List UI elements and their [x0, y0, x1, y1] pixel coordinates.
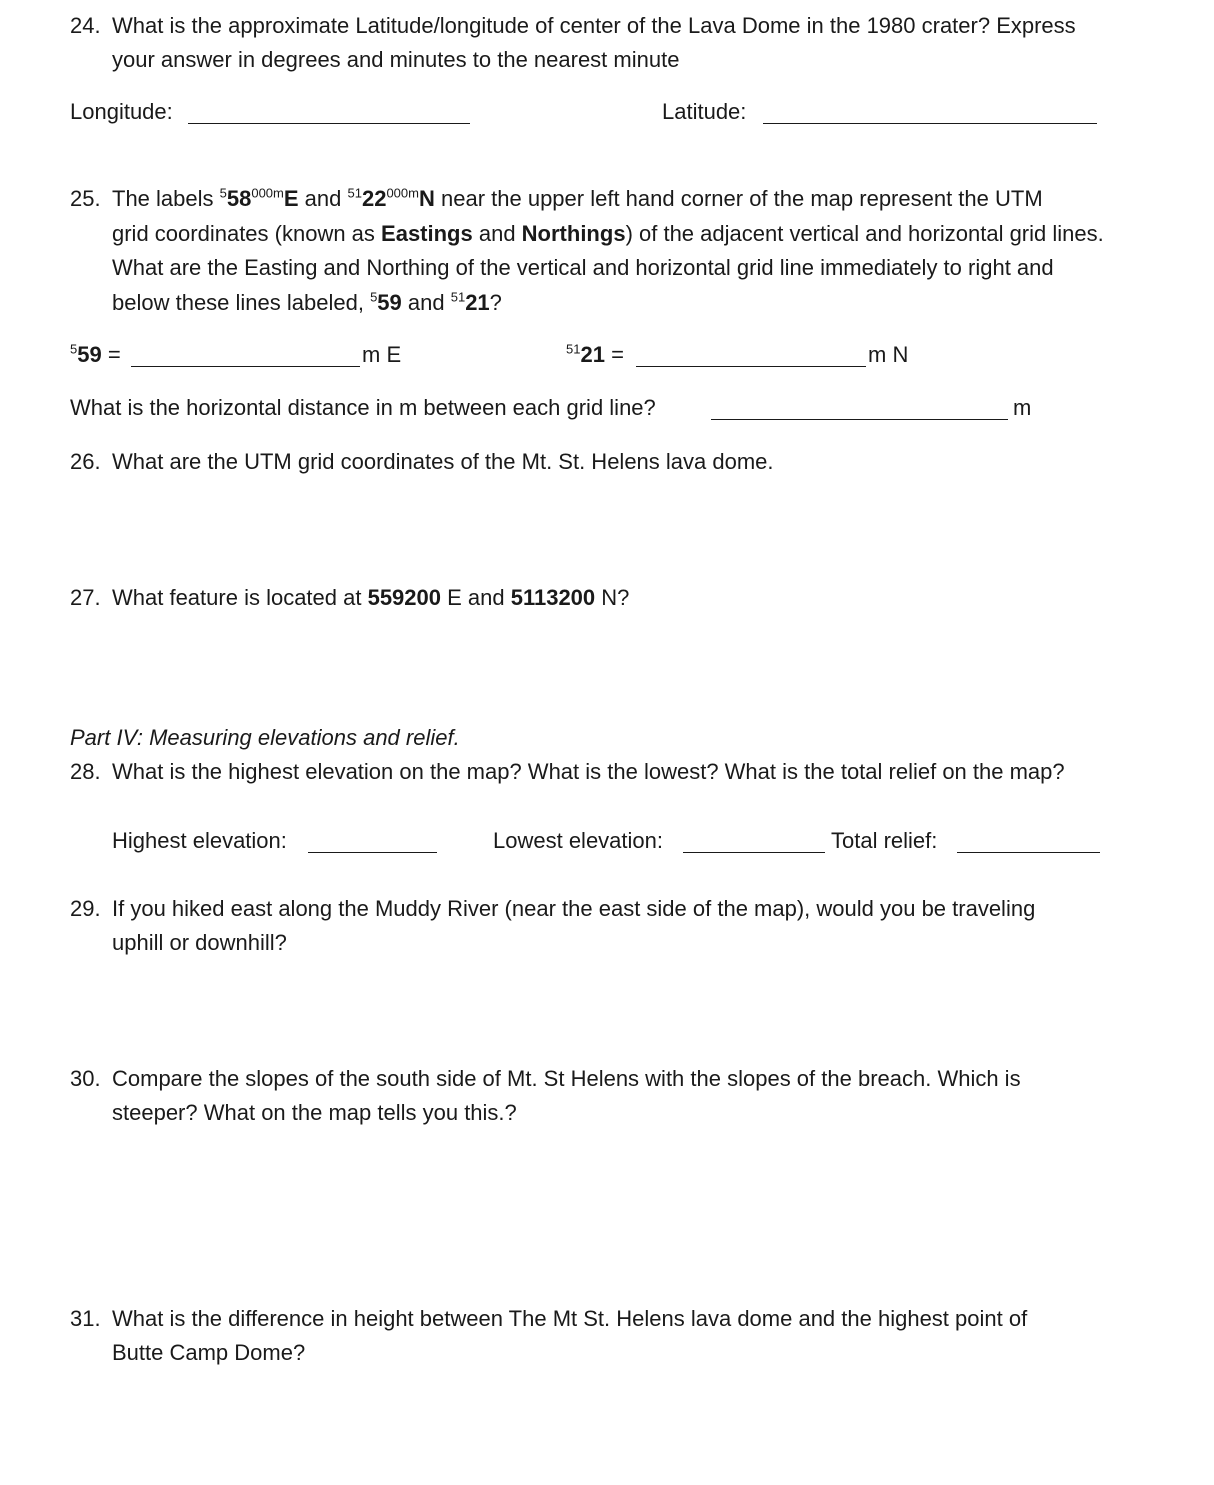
lowest-elevation-blank[interactable]: [683, 830, 825, 853]
highest-elevation-label: Highest elevation:: [112, 828, 287, 853]
total-relief-label: Total relief:: [831, 828, 938, 853]
easting-unit: m E: [362, 342, 402, 367]
question-number: 25.: [70, 186, 101, 211]
question-text-line: What feature is located at 559200 E and 5113200 N?: [112, 585, 630, 610]
question-number: 26.: [70, 449, 101, 474]
northing-unit: m N: [868, 342, 909, 367]
longitude-answer-blank[interactable]: [188, 101, 470, 124]
question-text-line: What is the highest elevation on the map? What is the lowest? What is the total relief on the map?: [112, 759, 1065, 784]
highest-elevation-blank[interactable]: [308, 830, 437, 853]
northing-label: $^{51}$21 =: [566, 341, 624, 367]
easting-label: $^5$59 =: [70, 341, 121, 367]
question-number: 30.: [70, 1066, 101, 1091]
latitude-label: Latitude:: [662, 99, 747, 124]
grid-distance-unit: m: [1013, 395, 1032, 420]
easting-answer-blank[interactable]: [131, 344, 360, 367]
question-text-line: below these lines labeled, $^5$59 and $^{51}$21?: [112, 289, 502, 315]
question-number: 29.: [70, 896, 101, 921]
northing-answer-blank[interactable]: [636, 344, 866, 367]
question-text-line: uphill or downhill?: [112, 930, 287, 955]
question-number: 28.: [70, 759, 101, 784]
question-number: 31.: [70, 1306, 101, 1331]
grid-distance-answer-blank[interactable]: [711, 397, 1008, 420]
grid-distance-question: What is the horizontal distance in m between each grid line?: [70, 395, 656, 420]
lowest-elevation-label: Lowest elevation:: [493, 828, 663, 853]
latitude-answer-blank[interactable]: [763, 101, 1097, 124]
question-text-line: steeper? What on the map tells you this.?: [112, 1100, 517, 1125]
question-number: 24.: [70, 13, 101, 38]
question-text-line: Compare the slopes of the south side of Mt. St Helens with the slopes of the breach. Which is: [112, 1066, 1021, 1091]
question-text-line: What is the approximate Latitude/longitude of center of the Lava Dome in the 1980 crater? Express: [112, 13, 1076, 38]
longitude-label: Longitude:: [70, 99, 173, 124]
section-heading-part-iv: Part IV: Measuring elevations and relief.: [70, 725, 460, 750]
question-text-line: grid coordinates (known as Eastings and Northings) of the adjacent vertical and horizontal grid lines.: [112, 221, 1104, 246]
question-text-line: What are the Easting and Northing of the vertical and horizontal grid line immediately to right and: [112, 255, 1054, 280]
question-text-line: The labels $^558^{000m}E$ and $^{51}22^{000m}N$ near the upper left hand corner of the map represent the UTM: [112, 185, 1043, 211]
question-text-line: If you hiked east along the Muddy River (near the east side of the map), would you be traveling: [112, 896, 1036, 921]
total-relief-blank[interactable]: [957, 830, 1100, 853]
question-text-line: Butte Camp Dome?: [112, 1340, 306, 1365]
question-number: 27.: [70, 585, 101, 610]
question-text-line: your answer in degrees and minutes to the nearest minute: [112, 47, 680, 72]
question-text-line: What are the UTM grid coordinates of the Mt. St. Helens lava dome.: [112, 449, 774, 474]
question-text-line: What is the difference in height between The Mt St. Helens lava dome and the highest point of: [112, 1306, 1028, 1331]
